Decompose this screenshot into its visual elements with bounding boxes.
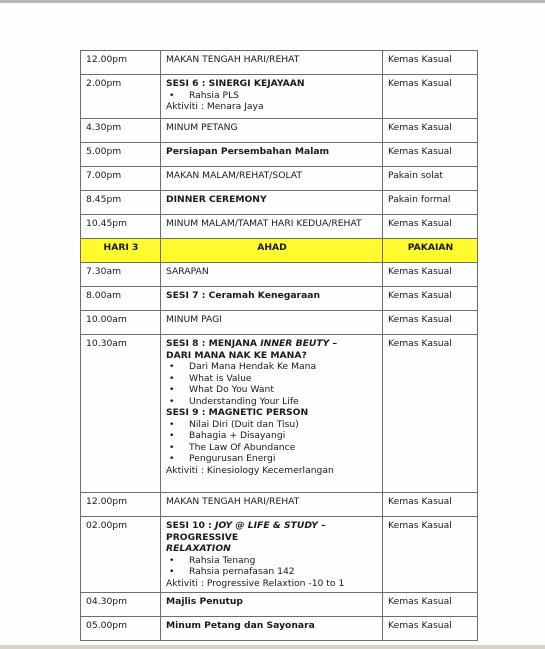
activity-cell: MINUM PETANG	[161, 119, 383, 143]
table-row	[81, 593, 478, 617]
activity-cell: Minum Petang dan Sayonara	[161, 617, 383, 641]
activity-cell: Persiapan Persembahan Malam	[161, 143, 383, 167]
session-title	[166, 338, 378, 350]
activity-cell: MINUM PAGI	[161, 311, 383, 335]
dress-cell: Kemas Kasual	[383, 617, 478, 641]
dress-cell: Pakain solat	[383, 167, 478, 191]
schedule-table	[80, 50, 478, 641]
table-row	[81, 191, 478, 215]
activity-cell	[161, 517, 383, 593]
session-title-italic: INNER BEUTY	[260, 338, 330, 349]
list-item: • Understanding Your Life	[166, 396, 378, 408]
time-cell: 7.00pm	[81, 167, 161, 191]
session-title: SESI 9 : MAGNETIC PERSON	[166, 407, 309, 418]
activity-cell	[161, 75, 383, 119]
dress-cell: Kemas Kasual	[383, 75, 478, 119]
time-cell: 04.30pm	[81, 593, 161, 617]
list-item: • Rahsia PLS	[166, 90, 378, 102]
list-item: • Dari Mana Hendak Ke Mana	[166, 361, 378, 373]
bullet-list	[166, 419, 378, 465]
table-row	[81, 215, 478, 239]
activity-cell: MINUM MALAM/TAMAT HARI KEDUA/REHAT	[161, 215, 383, 239]
list-item: • What is Value	[166, 373, 378, 385]
activity-cell: MAKAN TENGAH HARI/REHAT	[161, 493, 383, 517]
dress-header: PAKAIAN	[383, 239, 478, 263]
dress-cell: Kemas Kasual	[383, 311, 478, 335]
dress-cell: Kemas Kasual	[383, 517, 478, 593]
bottom-edge	[0, 645, 545, 649]
list-item: • What Do You Want	[166, 384, 378, 396]
activity-cell: SESI 7 : Ceramah Kenegaraan	[161, 287, 383, 311]
activity-cell: Majlis Penutup	[161, 593, 383, 617]
time-cell: 12.00pm	[81, 51, 161, 75]
dress-cell: Kemas Kasual	[383, 493, 478, 517]
table-row	[81, 167, 478, 191]
top-edge	[0, 0, 545, 3]
activity-cell: SARAPAN	[161, 263, 383, 287]
dress-cell: Kemas Kasual	[383, 287, 478, 311]
session-title: SESI 6 : SINERGI KEJAYAAN	[166, 78, 305, 89]
dress-cell: Pakain formal	[383, 191, 478, 215]
table-row	[81, 263, 478, 287]
time-cell: 10.30am	[81, 335, 161, 493]
bullet-list	[166, 361, 378, 407]
day-header: HARI 3	[81, 239, 161, 263]
session-title-dash: –	[329, 338, 338, 349]
session-title-italic: JOY @ LIFE & STUDY	[214, 520, 318, 531]
bullet-list	[166, 555, 378, 578]
time-cell: 5.00pm	[81, 143, 161, 167]
session-title-suffix: – PROGRESSIVE	[166, 520, 326, 543]
table-row	[81, 311, 478, 335]
activity-cell: MAKAN MALAM/REHAT/SOLAT	[161, 167, 383, 191]
activity-cell: DINNER CEREMONY	[161, 191, 383, 215]
weekday-header: AHAD	[161, 239, 383, 263]
activity-cell: MAKAN TENGAH HARI/REHAT	[161, 51, 383, 75]
list-item: • Rahsia Tenang	[166, 555, 378, 567]
table-row	[81, 617, 478, 641]
session-title-text: SESI 10 :	[166, 520, 215, 531]
table-row	[81, 143, 478, 167]
day-header-row	[81, 239, 478, 263]
dress-cell: Kemas Kasual	[383, 593, 478, 617]
table-row	[81, 119, 478, 143]
time-cell: 05.00pm	[81, 617, 161, 641]
activity-note: Aktiviti : Progressive Relaxtion -10 to 1	[166, 577, 345, 589]
session-title	[166, 520, 378, 543]
list-item: • Bahagia + Disayangi	[166, 430, 378, 442]
list-item: • Pengurusan Energi	[166, 453, 378, 465]
activity-note: Aktiviti : Kinesiology Kecemerlangan	[166, 464, 334, 476]
time-cell: 8.00am	[81, 287, 161, 311]
bullet-list	[166, 90, 378, 102]
table-row	[81, 517, 478, 593]
time-cell: 12.00pm	[81, 493, 161, 517]
session-subtitle: RELAXATION	[166, 543, 231, 554]
table-row	[81, 75, 478, 119]
time-cell: 7.30am	[81, 263, 161, 287]
list-item: • Nilai Diri (Duit dan Tisu)	[166, 419, 378, 431]
dress-cell: Kemas Kasual	[383, 215, 478, 239]
activity-note: Aktiviti : Menara Jaya	[166, 101, 264, 112]
session-title-text: SESI 8 : MENJANA	[166, 338, 261, 349]
time-cell: 02.00pm	[81, 517, 161, 593]
dress-cell: Kemas Kasual	[383, 143, 478, 167]
dress-cell: Kemas Kasual	[383, 335, 478, 493]
time-cell: 10.00am	[81, 311, 161, 335]
table-row	[81, 335, 478, 493]
dress-cell: Kemas Kasual	[383, 119, 478, 143]
dress-cell: Kemas Kasual	[383, 51, 478, 75]
table-row	[81, 287, 478, 311]
time-cell: 10.45pm	[81, 215, 161, 239]
session-subtitle: DARI MANA NAK KE MANA?	[166, 349, 307, 361]
list-item: • Rahsia pernafasan 142	[166, 566, 378, 578]
list-item: • The Law Of Abundance	[166, 442, 378, 454]
dress-cell: Kemas Kasual	[383, 263, 478, 287]
table-row	[81, 51, 478, 75]
table-row	[81, 493, 478, 517]
activity-cell	[161, 335, 383, 493]
time-cell: 8.45pm	[81, 191, 161, 215]
time-cell: 2.00pm	[81, 75, 161, 119]
time-cell: 4.30pm	[81, 119, 161, 143]
